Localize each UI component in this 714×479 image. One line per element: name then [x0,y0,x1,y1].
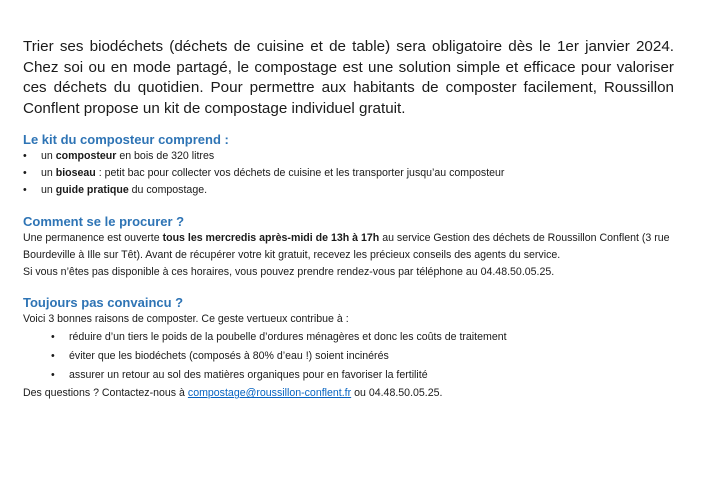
list-item: • un composteur en bois de 320 litres [23,148,674,165]
convince-heading: Toujours pas convaincu ? [23,295,184,310]
reasons-list [23,328,674,385]
convince-intro: Voici 3 bonnes raisons de composter. Ce geste vertueux contribue à : [23,313,349,325]
list-item: • éviter que les biodéchets (composés à 80% d’eau !) soient incinérés [23,347,674,366]
procure-paragraph: Une permanence est ouverte tous les mercredis après-midi de 13h à 17h au service Gestion des déchets de Roussillon Conflent (3 rue Bourdeville à Ille sur Têt). Avant de récupérer votre kit gratuit, recevez les précieux conseils des agents du service. [23,232,670,261]
intro-paragraph: Trier ses biodéchets (déchets de cuisine et de table) sera obligatoire dès le 1er janvier 2024. Chez soi ou en mode partagé, le compostage est une solution simple et efficace pour valoriser ces déchets du quotidien. Pour permettre aux habitants de composter facilement, Roussillon Conflent propose un kit de compostage individuel gratuit. [23,38,674,117]
procure-heading: Comment se le procurer ? [23,214,185,229]
kit-list [23,148,674,199]
procure-phone-paragraph: Si vous n’êtes pas disponible à ces horaires, vous pouvez prendre rendez-vous par téléphone au 04.48.50.05.25. [23,266,555,278]
email-link[interactable]: compostage@roussillon-conflent.fr [187,387,352,399]
kit-heading: Le kit du composteur comprend : [23,132,229,147]
list-item: • réduire d’un tiers le poids de la poubelle d’ordures ménagères et donc les coûts de traitement [23,328,674,347]
list-item: • un bioseau : petit bac pour collecter vos déchets de cuisine et les transporter jusqu’au composteur [23,165,674,182]
list-item: • un guide pratique du compostage. [23,182,674,199]
contact-line: Des questions ? Contactez-nous à compostage@roussillon-conflent.fr ou 04.48.50.05.25. [23,387,443,399]
list-item: • assurer un retour au sol des matières organiques pour en favoriser la fertilité [23,366,674,385]
